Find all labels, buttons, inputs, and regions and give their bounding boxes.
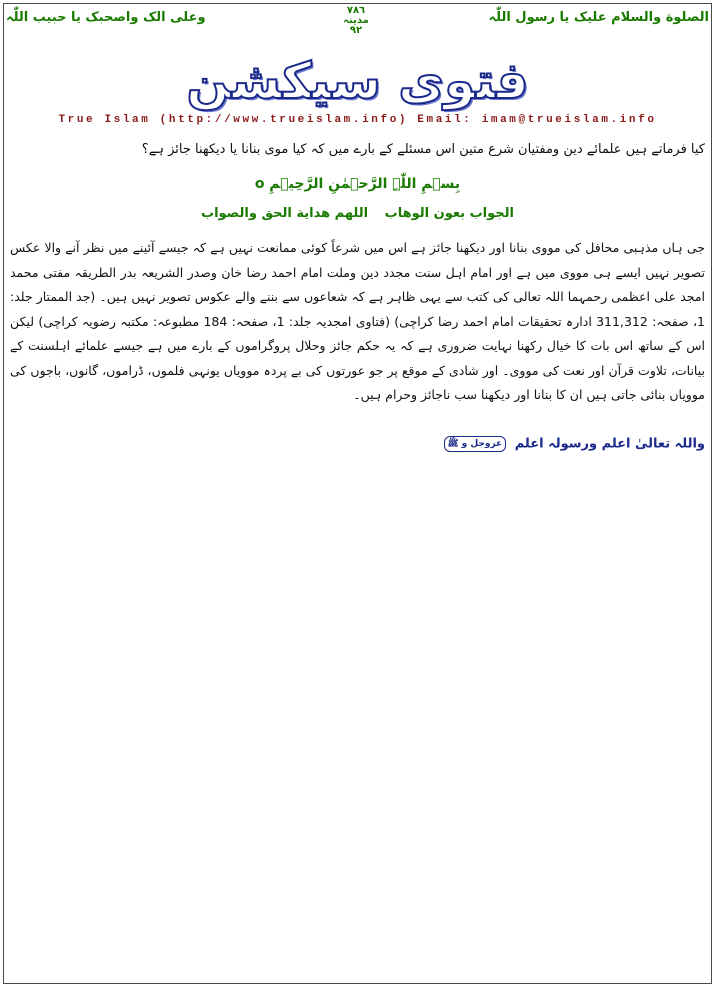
salutation-left: وعلی الک واصحبک یا حبیب اللّٰہ: [6, 10, 206, 25]
closing-text: واللہ تعالیٰ اعلم ورسولہ اعلم: [514, 436, 705, 452]
salutation-right: الصلوة والسلام علیک یا رسول اللّٰہ: [488, 10, 709, 25]
seal-number-bottom: ٩٢: [349, 25, 363, 36]
numeric-seal: [330, 6, 382, 36]
closing-line: [10, 436, 705, 452]
top-bar: [0, 0, 715, 40]
answer-heading: [0, 206, 715, 221]
answer-body: جی ہاں مذہبی محافل کی مووی بنانا اور دیکھنا جائز ہے اس میں شرعاً کوئی ممانعت نہیں ہے کہ جیسے آئینے میں نظر آنے والا عکس تصویر نہیں ایسے ہی مووی میں ہے اور امام اہل سنت مجدد دین وملت امام احمد رضا خان وصدر الشریعہ بدر الطریقہ مفتی محمد امجد علی اعظمی رحمہما اللہ تعالی کی کتب سے یہی ظاہر ہے کہ شعاعوں سے بننے والے عکوس تصویر نہیں ہیں۔ (جد الممتار جلد: 1، صفحہ: 311,312 ادارہ تحقیقات امام احمد رضا کراچی) (فتاوی امجدیہ جلد: 1، صفحہ: 184 مطبوعہ: مکتبہ رضویہ کراچی) لیکن اس کے ساتھ اس بات کا خیال رکھنا نہایت ضروری ہے کہ یہ حکم جائز وحلال پروگراموں کے بارے میں ہے جیسے علمائے اہلسنت کے بیانات، تلاوت قرآن اور نعت کی مووی۔ اور شادی کے موقع پر جو عورتوں کی بے پردہ موویاں یونہی فلموں، ڈراموں، گانوں، باجوں کی موویاں بنائی جاتی ہیں ان کا بنانا اور دیکھنا سب ناجائز وحرام ہیں۔: [10, 240, 705, 402]
honorific-badge: عزوجل و ﷺ: [444, 436, 507, 452]
page-title: فتوی سیکشن: [186, 52, 529, 110]
seal-number-top: ٧٨٦: [346, 5, 366, 16]
question-text: کیا فرماتے ہیں علمائے دین ومفتیان شرع متین اس مسئلے کے بارے میں کہ کیا موی بنانا یا دیکھنا جائز ہے؟: [141, 142, 705, 157]
site-info-line: True Islam (http://www.trueislam.info) Email: imam@trueislam.info: [58, 114, 657, 126]
bismillah: بِسۡمِ اللّٰہِ الرَّحۡمٰنِ الرَّحِیۡمِ o: [254, 176, 461, 192]
seal-word: مدینہ: [343, 15, 369, 26]
answer-heading-part1: الجواب بعون الوهاب: [384, 206, 514, 221]
answer-heading-part2: اللهم هداية الحق والصواب: [201, 206, 369, 221]
